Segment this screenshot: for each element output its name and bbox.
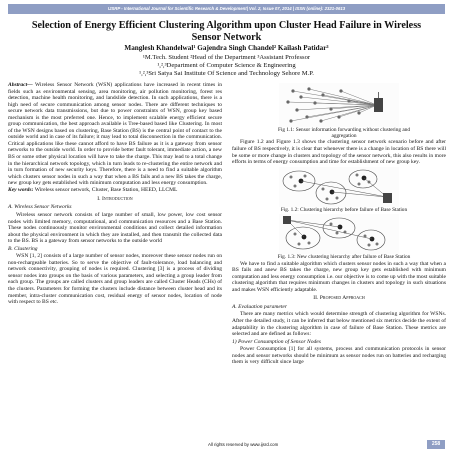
right-column [232,82,446,366]
figure-1-3-caption: Fig. 1.3: New clustering hierarchy after failure of Base Station [277,254,411,261]
page-footer [8,440,445,450]
subsection-clustering-heading: B. Clustering [8,245,38,252]
paper-title: Selection of Energy Efficient Clustering Algorithm upon Cluster Head Failure in Wireless Sensor Network [31,20,422,43]
paragraph-objective: We have to find a suitable algorithm which clusters sensor nodes in such a way that when a BS fails and anew BS takes the charge, new group key gets established with minimum computation and less energy consumption i.e. our objective is to come up with the most suitable clustering algorithm that requires minimum changes in clusters and topology in such situations and makes WSN efficiently adaptable. [232,260,446,293]
left-column [8,82,222,306]
figure-1-2-image [279,167,399,207]
cluster-diagram-icon [279,167,399,207]
paragraph-figures-description: Figure 1.2 and Figure 1.3 shows the clustering sensor network scenario before and after failure of BS respectively, it is clear that whenever there is a change in location of BS there will be some or more change in clusters and topology of the sensor network, this also results in more efforts in terms of energy consumption and time for establishment of new group key. [232,139,446,166]
affiliation-institute: ¹,²,³Sri Satya Sai Institute Of Science and Technology Sehore M.P. [139,70,314,77]
section-proposed-approach-heading: II. Proposed Approach [313,295,365,302]
page-number: 258 [427,440,445,449]
paper-authors: Manglesh Khandelwal¹ Gajendra Singh Chandel² Kailash Patidar³ [124,44,329,52]
subsection-evaluation-parameter-heading: A. Evaluation parameter [232,303,287,310]
subsection-power-consumption-heading: 1) Power Consumption of Sensor Nodes [232,338,321,345]
affiliation-department: ¹,²,³Department of Computer Science & Engineering [157,62,296,69]
affiliation-roles: ¹M.Tech. Student ²Head of the Department ³Assistant Professor [142,54,311,61]
network-diagram-icon [279,83,399,127]
figure-1-3-image [279,214,399,254]
figure-1-2-caption: Fig. 1.2: Clustering hierarchy before failure of Base Station [280,207,408,214]
subsection-wsn-heading: A. Wireless Sensor Networks [8,204,72,211]
paragraph-power-consumption: Power Consumption [1] for all systems, process and communication protocols in sensor nodes and sensor networks should be minimum as sensor nodes run on batteries and recharging them is very difficult since large [232,346,446,366]
keywords-text: Wireless sensor network, Cluster, Base Station, HEED, LLCML [34,187,178,194]
figure-1-1-image [279,83,399,127]
abstract-text: Wireless Sensor Network (WSN) applications have increased in recent times in fields such as environmental sensing, area monitoring, air pollution monitoring, forest res detection, machine health monitoring, and landslide detection. In such applications, there is a high need of secure communication among sensor nodes. There are different techniques to secure network data transmissions, but due to power constraints of WSN, group key based mechanism is the most preferred one. Hence, to implement scalable energy efficient secure group communication, the best approach available is Tree-based based like Clustering. In most of the WSN designs based on clustering, Base Station (BS) is the central point of contact to the outside world and in case of its failure; it may lead to total disconnection in the communication. Critical applications like these cannot afford to have BS failure as it is a gateway from sensor networks to the outside world. In order to provide better fault tolerant, immediate action, a new BS or some other physical location will have to take the charge. This may lead to a total change in the hierarchical network topology, which in turn leads to re-clustering the entire network and in turn formation of new security keys. Therefore, there is a need to find a suitable algorithm which clusters sensor nodes in such a way that when a BS fails and a new BS takes the charge, new group key gets established with minimum computation and less energy consumption. [8,82,222,187]
abstract [8,82,222,187]
paragraph-clustering: WSN [1, 2] consists of a large number of sensor nodes, moreover these sensor nodes run on non-rechargeable batteries. So to serve the objective of fault-tolerance, load balancing and network connectivity, grouping of nodes is required. Clustering [3] is a process of dividing sensor nodes into groups on the basis of various parameters, and selecting a group leader from each group. The groups are called clusters and group leaders are called Cluster Heads (CHs) of the clusters. Parameters for forming the clusters include distance between cluster head and its member, intra-cluster communication cost, residual energy of sensor nodes, location of node with respect to BS etc. [8,253,222,306]
figure-1-3 [232,213,446,260]
figure-1-1-caption: Fig 1.1: Sensor information forwarding without clustering and aggregation [277,127,411,140]
figure-1-1 [232,82,446,139]
abstract-label: Abstract— [8,82,33,88]
section-introduction-heading: I. Introduction [97,195,133,202]
keywords-label: Key words: [8,187,34,194]
paragraph-metrics: There are many metrics which would determine strength of clustering algorithm for WSNs. After the detailed study, it can be inferred that below mentioned six metrics decide the extent of adaptability in the clustering algorithm in case of failure of Base Station. These metrics are selected and are defined as follows: [232,311,446,338]
footer-rights: All rights reserved by www.ijsrd.com [208,442,279,447]
cluster-after-failure-diagram-icon [279,214,399,254]
figure-1-2 [232,166,446,213]
keywords [8,187,222,194]
paragraph-wsn: Wireless sensor network consists of large number of small, low power, low cost sensor nodes with limited memory, computational, and communication resources and a Base Station. These nodes continuously monitor environmental conditions and collect detailed information about the physical environment in which they are installed, and then transmit the collected data to the BS. BS is a gateway from sensor networks to the outside world [8,211,222,245]
journal-header: IJSRP - International Journal for Scientific Research & Development| Vol. 2, Issue 07, 2014 | ISSN (online): 2321-0613 [8,4,445,14]
